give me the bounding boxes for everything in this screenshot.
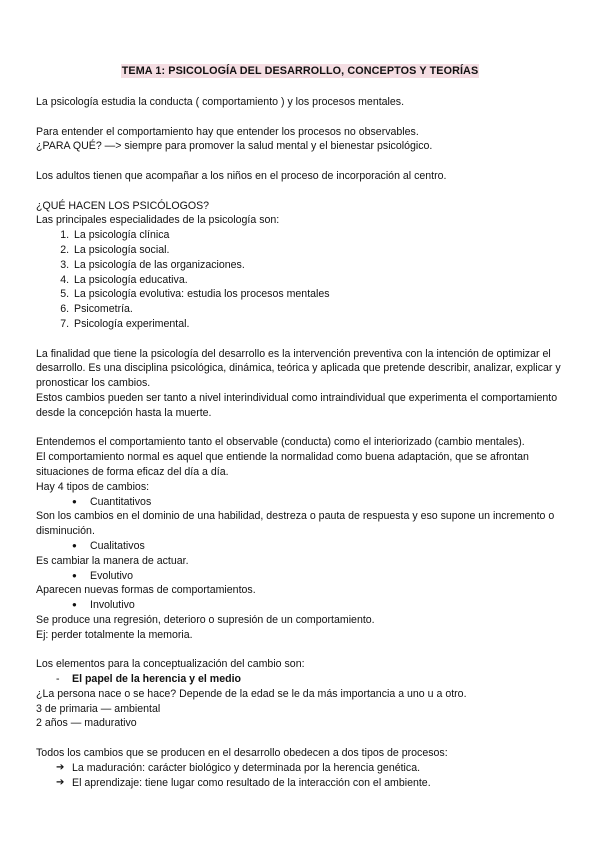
change-type-item: ● Evolutivo <box>72 569 566 584</box>
change-type-list <box>36 495 566 510</box>
list-item: 2. La psicología social. <box>72 243 566 258</box>
intro-paragraph: La psicología estudia la conducta ( comportamiento ) y los procesos mentales. <box>36 96 405 108</box>
intro-paragraph: Para entender el comportamiento hay que entender los procesos no observables. <box>36 125 419 138</box>
paragraph: Entendemos el comportamiento tanto el observable (conducta) como el interiorizado (cambio mentales). <box>36 436 525 449</box>
example-text: Ej: perder totalmente la memoria. <box>36 628 193 641</box>
change-type-list <box>36 598 566 613</box>
paragraph: Estos cambios pueden ser tanto a nivel interindividual como intraindividual que experimenta el comportamiento desde la concepción hasta la muerte. <box>36 391 558 419</box>
list-item: 5. La psicología evolutiva: estudia los procesos mentales <box>72 287 566 302</box>
paragraph: 2 años — madurativo <box>36 717 137 730</box>
list-item: ➔ El aprendizaje: tiene lugar como resultado de la interacción con el ambiente. <box>56 776 566 791</box>
section-heading: ¿QUÉ HACEN LOS PSICÓLOGOS? <box>36 199 210 212</box>
list-item: 1. La psicología clínica <box>72 228 566 243</box>
paragraph: El comportamiento normal es aquel que entiende la normalidad como buena adaptación, que se afrontan situaciones de forma eficaz del día a día. <box>36 451 529 478</box>
intro-paragraph: ¿PARA QUÉ? —> siempre para promover la salud mental y el bienestar psicológico. <box>36 140 433 153</box>
paragraph: 3 de primaria — ambiental <box>36 702 161 715</box>
change-type-list <box>36 569 566 584</box>
elements-list <box>36 672 566 687</box>
list-item: ➔ La maduración: carácter biológico y determinada por la herencia genética. <box>56 761 566 776</box>
paragraph: Todos los cambios que se producen en el desarrollo obedecen a dos tipos de procesos: <box>36 747 448 760</box>
list-item: 7. Psicología experimental. <box>72 317 566 332</box>
change-type-item: ● Cuantitativos <box>72 495 566 510</box>
process-list <box>36 761 566 791</box>
list-item: 6. Psicometría. <box>72 302 566 317</box>
list-item: 4. La psicología educativa. <box>72 273 566 288</box>
change-type-item: ● Involutivo <box>72 598 566 613</box>
paragraph: ¿La persona nace o se hace? Depende de la edad se le da más importancia a uno u a otro. <box>36 687 467 700</box>
change-type-description: Son los cambios en el dominio de una habilidad, destreza o pauta de respuesta y eso supone un incremento o disminución. <box>36 510 555 538</box>
paragraph: La finalidad que tiene la psicología del desarrollo es la intervención preventiva con la intención de optimizar el desarrollo. Es una disciplina psicológica, dinámica, teórica y aplicada que pretende describir, analizar, explicar y pronosticar los cambios. <box>36 347 561 390</box>
list-item: - El papel de la herencia y el medio <box>56 672 566 687</box>
list-lead: Las principales especialidades de la psicología son: <box>36 214 280 227</box>
change-type-description: Se produce una regresión, deterioro o supresión de un comportamiento. <box>36 613 375 626</box>
change-type-item: ● Cualitativos <box>72 539 566 554</box>
specialties-list <box>36 228 566 332</box>
page-title: TEMA 1: PSICOLOGÍA DEL DESARROLLO, CONCEPTOS Y TEORÍAS <box>121 65 479 77</box>
document-body <box>36 95 566 790</box>
change-type-description: Aparecen nuevas formas de comportamientos. <box>36 584 256 597</box>
change-type-list <box>36 539 566 554</box>
list-item: 3. La psicología de las organizaciones. <box>72 258 566 273</box>
paragraph: Hay 4 tipos de cambios: <box>36 480 150 493</box>
paragraph: Los elementos para la conceptualización del cambio son: <box>36 658 305 671</box>
change-type-description: Es cambiar la manera de actuar. <box>36 554 189 567</box>
intro-paragraph: Los adultos tienen que acompañar a los niños en el proceso de incorporación al centro. <box>36 169 447 182</box>
